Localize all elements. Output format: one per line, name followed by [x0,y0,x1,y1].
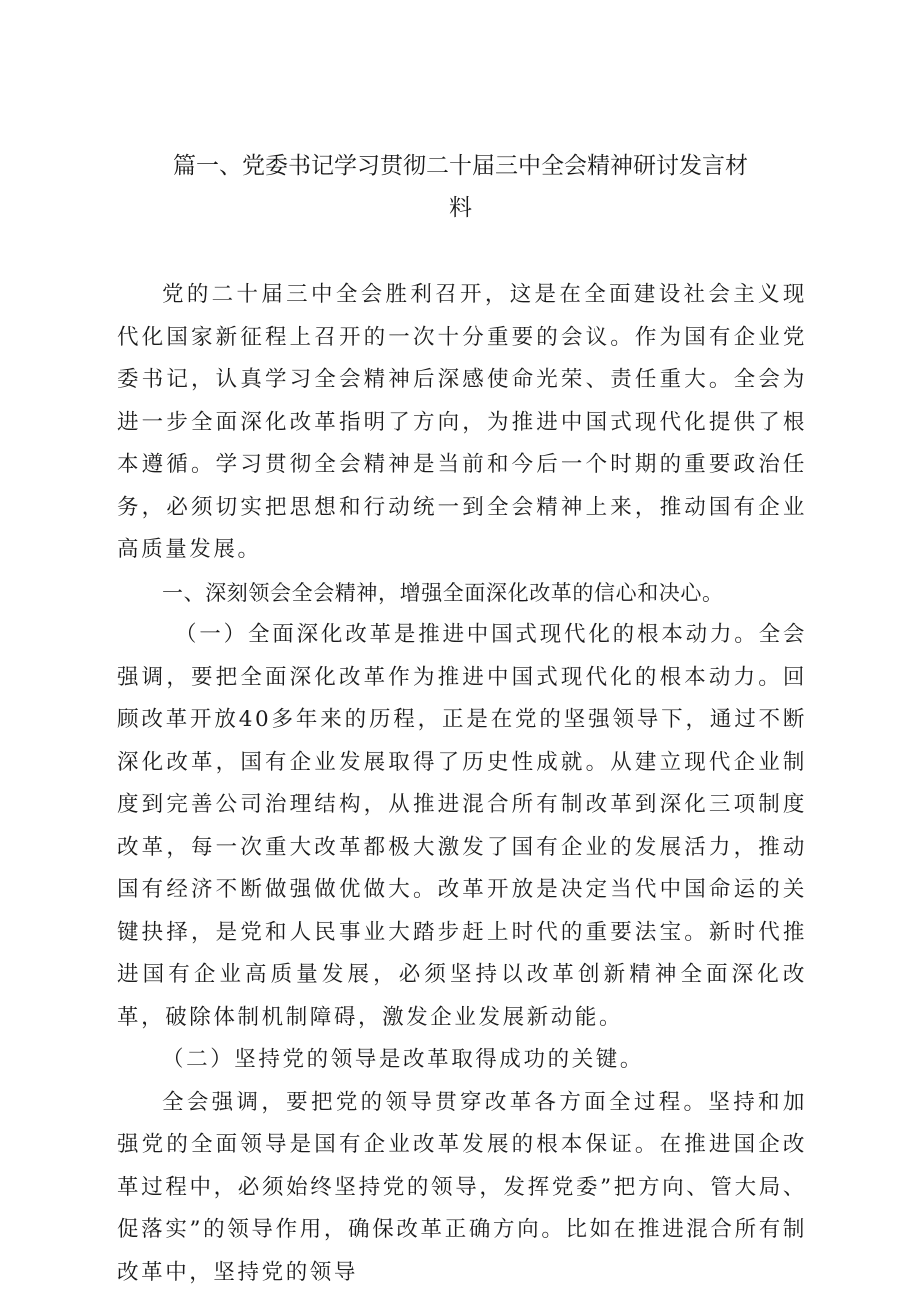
title-line-2: 料 [449,195,472,221]
intro-paragraph: 党的二十届三中全会胜利召开，这是在全面建设社会主义现代化国家新征程上召开的一次十分重要的会议。作为国有企业党委书记，认真学习全会精神后深感使命光荣、责任重大。全会为进一步全面深化改革指明了方向，为推进中国式现代化提供了根本遵循。学习贯彻全会精神是当前和今后一个时期的重要政治任务，必须切实把思想和行动统一到全会精神上来，推动国有企业高质量发展。 [117,282,807,562]
title-line-1: 篇一、党委书记学习贯彻二十届三中全会精神研讨发言材 [173,153,748,179]
paragraph-3: 全会强调，要把党的领导贯穿改革各方面全过程。坚持和加强党的全面领导是国有企业改革发展的根本保证。在推进国企改革过程中，必须始终坚持党的领导，发挥党委”把方向、管大局、促落实”的领导作用，确保改革正确方向。比如在推进混合所有制改革中，坚持党的领导 [117,1089,807,1285]
subsection-2-heading: （二）坚持党的领导是改革取得成功的关键。 [162,1047,645,1072]
subsection-1-paragraph: （一）全面深化改革是推进中国式现代化的根本动力。全会强调，要把全面深化改革作为推进中国式现代化的根本动力。回顾改革开放40多年来的历程，正是在党的坚强领导下，通过不断深化改革，国有企业发展取得了历史性成就。从建立现代企业制度到完善公司治理结构，从推进混合所有制改革到深化三项制度改革，每一次重大改革都极大激发了国有企业的发展活力，推动国有经济不断做强做优做大。改革开放是决定当代中国命运的关键抉择，是党和人民事业大踏步赶上时代的重要法宝。新时代推进国有企业高质量发展，必须坚持以改革创新精神全面深化改革，破除体制机制障碍，激发企业发展新动能。 [117,622,807,1030]
document-body [117,274,807,1294]
document-title [118,145,803,229]
section-heading-1: 一、深刻领会全会精神，增强全面深化改革的信心和决心。 [162,580,724,605]
